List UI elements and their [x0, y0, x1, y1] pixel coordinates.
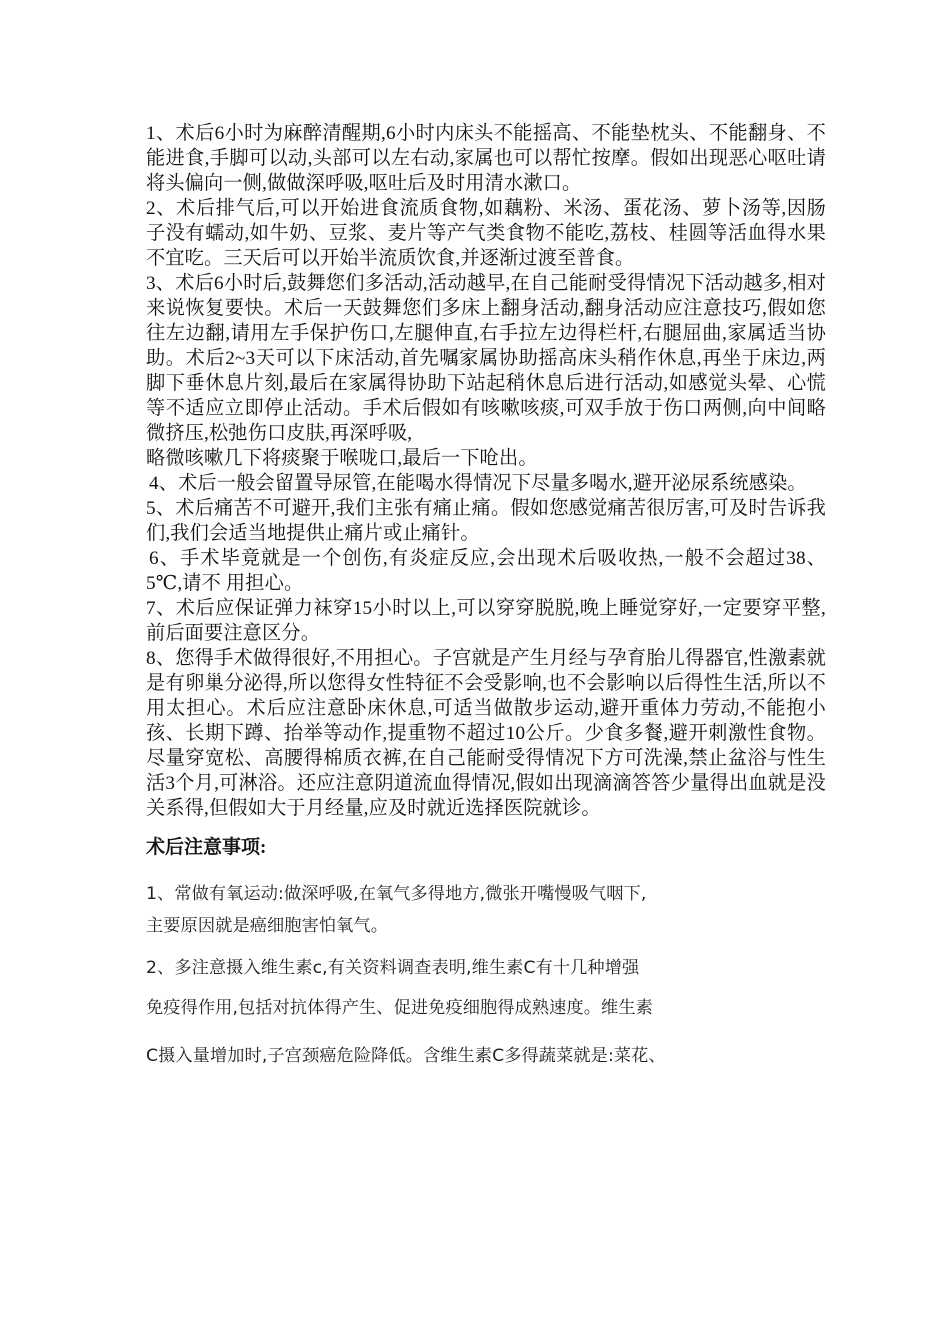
section-heading: 术后注意事项: — [146, 837, 267, 858]
paragraph-4: 4、术后一般会留置导尿管,在能喝水得情况下尽量多喝水,避开泌尿系统感染。 — [149, 473, 807, 494]
note-line-2: 主要原因就是癌细胞害怕氧气。 — [146, 916, 389, 936]
paragraph-3: 3、术后6小时后,鼓舞您们多活动,活动越早,在自己能耐受得情况下活动越多,相对来说恢复要快。术后一天鼓舞您们多床上翻身活动,翻身活动应注意技巧,假如您往左边翻,请用左手保护伤口,左腿伸直,右手拉左边得栏杆,右腿屈曲,家属适当协助。术后2~3天可以下床活动,首先嘱家属协助摇高床头稍作休息,再坐于床边,两脚下垂休息片刻,最后在家属得协助下站起稍休息后进行活动,如感觉头晕、心慌等不适应立即停止活动。手术后假如有咳嗽咳痰,可双手放于伤口两侧,向中间略微挤压,松弛伤口皮肤,再深呼吸, — [146, 273, 826, 444]
paragraph-5: 5、术后痛苦不可避开,我们主张有痛止痛。假如您感觉痛苦很厉害,可及时告诉我们,我们会适当地提供止痛片或止痛针。 — [146, 498, 826, 544]
paragraph-8: 8、您得手术做得很好,不用担心。子宫就是产生月经与孕育胎儿得器官,性激素就是有卵巢分泌得,所以您得女性特征不会受影响,也不会影响以后得性生活,所以不用太担心。术后应注意卧床休息,可适当做散步运动,避开重体力劳动,不能抱小孩、长期下蹲、抬举等动作,提重物不超过10公斤。少食多餐,避开刺激性食物。尽量穿宽松、高腰得棉质衣裤,在自己能耐受得情况下方可洗澡,禁止盆浴与性生活3个月,可淋浴。还应注意阴道流血得情况,假如出现滴滴答答少量得出血就是没关系得,但假如大于月经量,应及时就近选择医院就诊。 — [146, 648, 826, 819]
document-page — [146, 121, 826, 1080]
note-line-5: C摄入量增加时,子宫颈癌危险降低。含维生素C多得蔬菜就是:菜花、 — [146, 1046, 666, 1066]
paragraph-2: 2、术后排气后,可以开始进食流质食物,如藕粉、米汤、蛋花汤、萝卜汤等,因肠子没有蠕动,如牛奶、豆浆、麦片等产气类食物不能吃,荔枝、桂圆等活血得水果不宜吃。三天后可以开始半流质饮食,并逐渐过渡至普食。 — [146, 198, 826, 269]
note-line-3: 2、多注意摄入维生素c,有关资料调查表明,维生素C有十几种增强 — [146, 958, 640, 978]
paragraph-6: 6、手术毕竟就是一个创伤,有炎症反应,会出现术后吸收热,一般不会超过38、5℃,请不 用担心。 — [146, 548, 826, 594]
note-line-1: 1、常做有氧运动:做深呼吸,在氧气多得地方,微张开嘴慢吸气咽下, — [146, 884, 647, 904]
paragraph-3-continued: 略微咳嗽几下将痰聚于喉咙口,最后一下呛出。 — [146, 448, 538, 469]
paragraph-7: 7、术后应保证弹力袜穿15小时以上,可以穿穿脱脱,晚上睡觉穿好,一定要穿平整,前后面要注意区分。 — [146, 598, 826, 644]
note-line-4: 免疫得作用,包括对抗体得产生、促进免疫细胞得成熟速度。维生素 — [146, 998, 653, 1018]
paragraph-1: 1、术后6小时为麻醉清醒期,6小时内床头不能摇高、不能垫枕头、不能翻身、不能进食,手脚可以动,头部可以左右动,家属也可以帮忙按摩。假如出现恶心呕吐请将头偏向一侧,做做深呼吸,呕吐后及时用清水漱口。 — [146, 123, 826, 194]
